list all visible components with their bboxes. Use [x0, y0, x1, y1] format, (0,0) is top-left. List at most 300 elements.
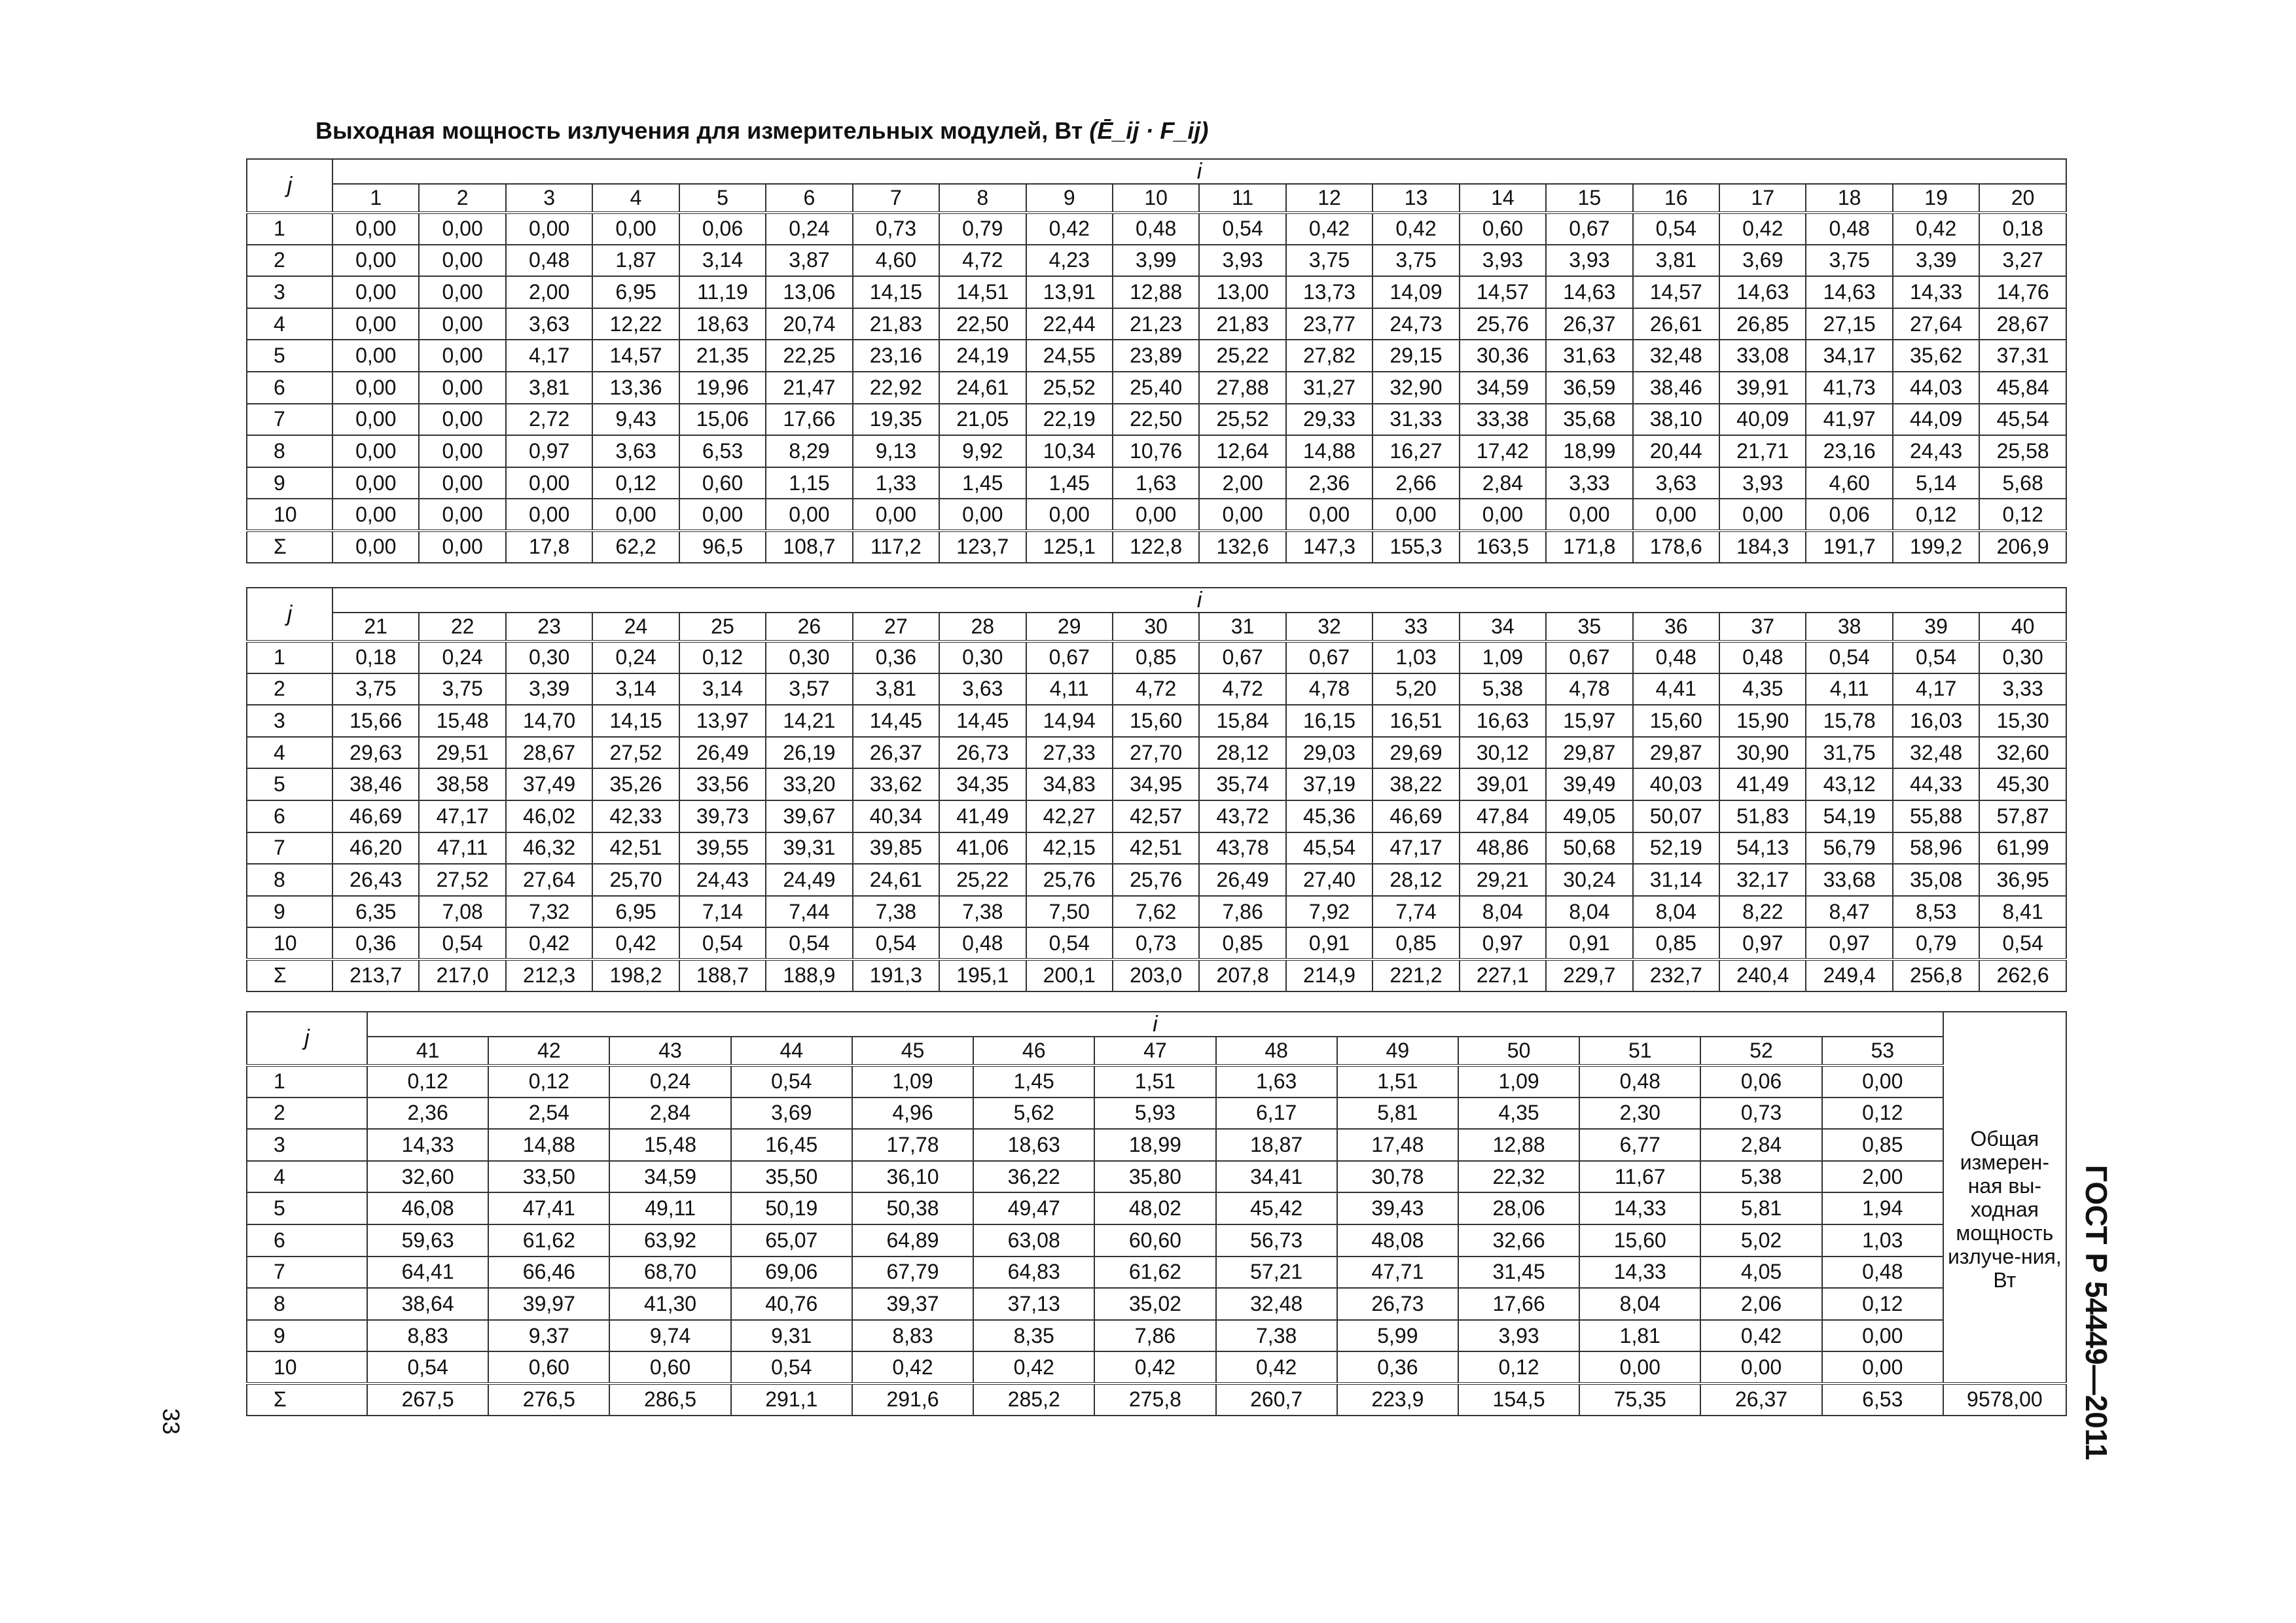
column-number: 40 — [1979, 613, 2066, 641]
data-cell: 39,67 — [766, 800, 852, 832]
data-cell: 40,09 — [1719, 404, 1806, 436]
data-cell: 26,73 — [939, 737, 1026, 769]
table-row — [247, 213, 2066, 245]
data-cell: 32,48 — [1893, 737, 1979, 769]
data-cell: 38,10 — [1633, 404, 1719, 436]
data-cell: 0,42 — [1719, 213, 1806, 245]
data-cell: 8,04 — [1546, 896, 1632, 928]
sum-cell: 0,00 — [332, 531, 419, 563]
data-cell: 41,49 — [939, 800, 1026, 832]
column-number: 19 — [1893, 184, 1979, 213]
data-cell: 11,67 — [1579, 1161, 1700, 1193]
table-row — [247, 467, 2066, 499]
data-cell: 45,54 — [1286, 832, 1372, 865]
data-cell: 47,71 — [1337, 1257, 1458, 1289]
data-cell: 29,15 — [1372, 340, 1459, 372]
table-row — [247, 927, 2066, 959]
data-cell: 63,92 — [609, 1224, 730, 1257]
data-cell: 1,87 — [592, 245, 679, 277]
sum-cell: 147,3 — [1286, 531, 1372, 563]
sum-cell: 96,5 — [679, 531, 766, 563]
row-j-label: 1 — [247, 1065, 367, 1097]
data-cell: 23,89 — [1113, 340, 1199, 372]
data-cell: 23,16 — [1806, 435, 1892, 467]
data-cell: 45,36 — [1286, 800, 1372, 832]
data-cell: 0,79 — [1893, 927, 1979, 959]
data-cell: 34,35 — [939, 768, 1026, 800]
data-cell: 0,24 — [592, 641, 679, 673]
data-cell: 56,79 — [1806, 832, 1892, 865]
sum-cell: 203,0 — [1113, 959, 1199, 991]
sum-cell: 163,5 — [1460, 531, 1546, 563]
data-cell: 0,00 — [332, 467, 419, 499]
data-cell: 64,41 — [367, 1257, 488, 1289]
data-cell: 0,00 — [419, 308, 505, 340]
data-cell: 46,02 — [506, 800, 592, 832]
data-cell: 19,96 — [679, 372, 766, 404]
data-cell: 12,22 — [592, 308, 679, 340]
data-cell: 34,59 — [609, 1161, 730, 1193]
data-cell: 47,41 — [488, 1192, 609, 1224]
data-cell: 32,48 — [1633, 340, 1719, 372]
data-cell: 0,18 — [1979, 213, 2066, 245]
column-number: 37 — [1719, 613, 1806, 641]
data-cell: 17,48 — [1337, 1129, 1458, 1161]
data-cell: 4,78 — [1546, 673, 1632, 705]
data-cell: 35,08 — [1893, 864, 1979, 896]
sum-cell: 267,5 — [367, 1383, 488, 1416]
data-cell: 0,54 — [1026, 927, 1113, 959]
data-cell: 46,69 — [1372, 800, 1459, 832]
data-cell: 31,75 — [1806, 737, 1892, 769]
data-cell: 27,70 — [1113, 737, 1199, 769]
data-cell: 21,71 — [1719, 435, 1806, 467]
column-number: 9 — [1026, 184, 1113, 213]
table-row — [247, 1161, 2066, 1193]
data-cell: 0,42 — [852, 1351, 973, 1383]
data-cell: 0,30 — [506, 641, 592, 673]
table-title — [315, 114, 1208, 148]
data-cell: 42,51 — [1113, 832, 1199, 865]
data-cell: 44,09 — [1893, 404, 1979, 436]
data-cell: 3,75 — [332, 673, 419, 705]
data-cell: 1,63 — [1216, 1065, 1337, 1097]
data-cell: 38,22 — [1372, 768, 1459, 800]
data-cell: 35,74 — [1199, 768, 1285, 800]
data-cell: 0,12 — [679, 641, 766, 673]
data-cell: 0,67 — [1026, 641, 1113, 673]
data-cell: 5,02 — [1700, 1224, 1821, 1257]
data-cell: 36,59 — [1546, 372, 1632, 404]
data-cell: 11,19 — [679, 276, 766, 308]
sum-cell: 178,6 — [1633, 531, 1719, 563]
row-j-label: 3 — [247, 276, 332, 308]
data-cell: 13,36 — [592, 372, 679, 404]
data-cell: 39,01 — [1460, 768, 1546, 800]
table-row — [247, 737, 2066, 769]
sum-cell: 276,5 — [488, 1383, 609, 1416]
data-cell: 0,12 — [1822, 1288, 1943, 1320]
data-cell: 32,60 — [367, 1161, 488, 1193]
data-cell: 0,00 — [332, 245, 419, 277]
sum-cell: 291,1 — [731, 1383, 852, 1416]
data-cell: 1,09 — [852, 1065, 973, 1097]
data-cell: 27,40 — [1286, 864, 1372, 896]
column-number: 8 — [939, 184, 1026, 213]
data-cell: 31,33 — [1372, 404, 1459, 436]
data-cell: 17,66 — [766, 404, 852, 436]
data-cell: 24,55 — [1026, 340, 1113, 372]
sum-cell: 122,8 — [1113, 531, 1199, 563]
power-table-2 — [246, 587, 2067, 992]
data-cell: 37,19 — [1286, 768, 1372, 800]
data-cell: 33,68 — [1806, 864, 1892, 896]
sum-row — [247, 1383, 2066, 1416]
sum-cell: 6,53 — [1822, 1383, 1943, 1416]
row-j-label: 5 — [247, 340, 332, 372]
data-cell: 2,36 — [1286, 467, 1372, 499]
data-cell: 6,35 — [332, 896, 419, 928]
data-cell: 6,95 — [592, 896, 679, 928]
table-row — [247, 1320, 2066, 1352]
data-cell: 25,58 — [1979, 435, 2066, 467]
data-cell: 69,06 — [731, 1257, 852, 1289]
data-cell: 0,54 — [1633, 213, 1719, 245]
data-cell: 0,54 — [367, 1351, 488, 1383]
data-cell: 30,24 — [1546, 864, 1632, 896]
row-j-label: 3 — [247, 1129, 367, 1161]
data-cell: 27,88 — [1199, 372, 1285, 404]
data-cell: 34,95 — [1113, 768, 1199, 800]
data-cell: 7,74 — [1372, 896, 1459, 928]
data-cell: 2,84 — [609, 1097, 730, 1130]
table-row — [247, 340, 2066, 372]
sum-cell: 275,8 — [1094, 1383, 1215, 1416]
header-row-columns — [247, 1037, 2066, 1065]
column-number: 44 — [731, 1037, 852, 1065]
sum-cell: 198,2 — [592, 959, 679, 991]
data-cell: 0,42 — [506, 927, 592, 959]
data-cell: 30,36 — [1460, 340, 1546, 372]
data-cell: 26,85 — [1719, 308, 1806, 340]
sum-cell: 286,5 — [609, 1383, 730, 1416]
row-j-label: 4 — [247, 308, 332, 340]
column-number: 45 — [852, 1037, 973, 1065]
column-number: 49 — [1337, 1037, 1458, 1065]
data-cell: 14,33 — [367, 1129, 488, 1161]
data-cell: 46,32 — [506, 832, 592, 865]
data-cell: 0,42 — [1216, 1351, 1337, 1383]
data-cell: 8,47 — [1806, 896, 1892, 928]
column-number: 16 — [1633, 184, 1719, 213]
data-cell: 27,33 — [1026, 737, 1113, 769]
data-cell: 5,81 — [1337, 1097, 1458, 1130]
data-cell: 4,72 — [939, 245, 1026, 277]
data-cell: 38,46 — [1633, 372, 1719, 404]
data-cell: 18,99 — [1094, 1129, 1215, 1161]
data-cell: 4,35 — [1719, 673, 1806, 705]
data-cell: 25,70 — [592, 864, 679, 896]
data-cell: 4,60 — [853, 245, 939, 277]
sum-cell: 214,9 — [1286, 959, 1372, 991]
data-cell: 1,09 — [1458, 1065, 1579, 1097]
data-cell: 2,00 — [506, 276, 592, 308]
data-cell: 40,76 — [731, 1288, 852, 1320]
data-cell: 0,30 — [939, 641, 1026, 673]
data-cell: 9,13 — [853, 435, 939, 467]
data-cell: 3,14 — [592, 673, 679, 705]
data-cell: 20,74 — [766, 308, 852, 340]
table-row — [247, 1224, 2066, 1257]
data-cell: 46,08 — [367, 1192, 488, 1224]
title-formula: (Ē_ij · F_ij) — [1089, 117, 1209, 144]
table-row — [247, 1097, 2066, 1130]
data-cell: 7,86 — [1094, 1320, 1215, 1352]
data-cell: 33,50 — [488, 1161, 609, 1193]
column-number: 11 — [1199, 184, 1285, 213]
data-cell: 37,49 — [506, 768, 592, 800]
data-cell: 3,33 — [1546, 467, 1632, 499]
data-cell: 0,67 — [1546, 641, 1632, 673]
row-j-label: 4 — [247, 1161, 367, 1193]
data-cell: 39,91 — [1719, 372, 1806, 404]
data-cell: 46,69 — [332, 800, 419, 832]
data-cell: 4,78 — [1286, 673, 1372, 705]
data-cell: 17,66 — [1458, 1288, 1579, 1320]
data-cell: 14,33 — [1579, 1257, 1700, 1289]
data-cell: 7,08 — [419, 896, 505, 928]
data-cell: 0,00 — [332, 276, 419, 308]
data-cell: 0,54 — [853, 927, 939, 959]
sum-cell: 123,7 — [939, 531, 1026, 563]
data-cell: 43,78 — [1199, 832, 1285, 865]
data-cell: 0,06 — [679, 213, 766, 245]
data-cell: 31,14 — [1633, 864, 1719, 896]
header-row-i — [247, 1012, 2066, 1037]
data-cell: 57,87 — [1979, 800, 2066, 832]
table-row — [247, 1288, 2066, 1320]
data-cell: 2,66 — [1372, 467, 1459, 499]
data-cell: 0,42 — [1094, 1351, 1215, 1383]
data-cell: 41,06 — [939, 832, 1026, 865]
data-cell: 0,85 — [1372, 927, 1459, 959]
sum-cell: 184,3 — [1719, 531, 1806, 563]
sum-cell: 155,3 — [1372, 531, 1459, 563]
data-cell: 50,07 — [1633, 800, 1719, 832]
data-cell: 9,31 — [731, 1320, 852, 1352]
data-cell: 31,45 — [1458, 1257, 1579, 1289]
data-cell: 3,69 — [1719, 245, 1806, 277]
data-cell: 8,41 — [1979, 896, 2066, 928]
data-cell: 22,92 — [853, 372, 939, 404]
data-cell: 4,17 — [506, 340, 592, 372]
data-cell: 3,81 — [1633, 245, 1719, 277]
data-cell: 54,13 — [1719, 832, 1806, 865]
row-j-label: 6 — [247, 800, 332, 832]
data-cell: 13,97 — [679, 705, 766, 737]
data-cell: 0,73 — [853, 213, 939, 245]
data-cell: 27,52 — [592, 737, 679, 769]
data-cell: 14,33 — [1579, 1192, 1700, 1224]
table-row — [247, 673, 2066, 705]
data-cell: 2,36 — [367, 1097, 488, 1130]
data-cell: 15,06 — [679, 404, 766, 436]
data-cell: 25,22 — [1199, 340, 1285, 372]
data-cell: 0,00 — [419, 467, 505, 499]
sum-cell: 291,6 — [852, 1383, 973, 1416]
sum-label: Σ — [247, 959, 332, 991]
sum-cell: 213,7 — [332, 959, 419, 991]
data-cell: 3,63 — [506, 308, 592, 340]
data-cell: 27,64 — [1893, 308, 1979, 340]
data-cell: 15,60 — [1579, 1224, 1700, 1257]
data-cell: 0,73 — [1700, 1097, 1821, 1130]
data-cell: 44,33 — [1893, 768, 1979, 800]
data-cell: 0,30 — [766, 641, 852, 673]
document-code: ГОСТ Р 54449—2011 — [2079, 1165, 2113, 1461]
row-j-label: 5 — [247, 1192, 367, 1224]
data-cell: 0,18 — [332, 641, 419, 673]
data-cell: 0,48 — [1822, 1257, 1943, 1289]
data-cell: 0,00 — [1286, 499, 1372, 531]
data-cell: 25,22 — [939, 864, 1026, 896]
data-cell: 5,38 — [1700, 1161, 1821, 1193]
data-cell: 0,42 — [1893, 213, 1979, 245]
data-cell: 49,47 — [973, 1192, 1094, 1224]
data-cell: 0,85 — [1113, 641, 1199, 673]
data-cell: 16,63 — [1460, 705, 1546, 737]
data-cell: 14,09 — [1372, 276, 1459, 308]
data-cell: 0,36 — [853, 641, 939, 673]
data-cell: 0,00 — [506, 499, 592, 531]
data-cell: 15,97 — [1546, 705, 1632, 737]
data-cell: 14,15 — [853, 276, 939, 308]
data-cell: 3,57 — [766, 673, 852, 705]
data-cell: 15,90 — [1719, 705, 1806, 737]
data-cell: 0,30 — [1979, 641, 2066, 673]
column-number: 53 — [1822, 1037, 1943, 1065]
data-cell: 28,12 — [1199, 737, 1285, 769]
table-row — [247, 404, 2066, 436]
data-cell: 0,60 — [679, 467, 766, 499]
data-cell: 0,54 — [419, 927, 505, 959]
data-cell: 54,19 — [1806, 800, 1892, 832]
data-cell: 5,14 — [1893, 467, 1979, 499]
data-cell: 38,46 — [332, 768, 419, 800]
data-cell: 22,50 — [1113, 404, 1199, 436]
data-cell: 0,42 — [1026, 213, 1113, 245]
data-cell: 0,12 — [367, 1065, 488, 1097]
table-row — [247, 1065, 2066, 1097]
data-cell: 10,34 — [1026, 435, 1113, 467]
data-cell: 23,16 — [853, 340, 939, 372]
data-cell: 20,44 — [1633, 435, 1719, 467]
data-cell: 3,69 — [731, 1097, 852, 1130]
header-row-i — [247, 159, 2066, 184]
data-cell: 38,58 — [419, 768, 505, 800]
data-cell: 0,97 — [506, 435, 592, 467]
sum-cell: 199,2 — [1893, 531, 1979, 563]
data-cell: 3,81 — [853, 673, 939, 705]
data-cell: 0,54 — [1893, 641, 1979, 673]
sum-cell: 188,7 — [679, 959, 766, 991]
column-number: 24 — [592, 613, 679, 641]
data-cell: 15,30 — [1979, 705, 2066, 737]
data-cell: 0,54 — [766, 927, 852, 959]
data-cell: 0,00 — [1822, 1065, 1943, 1097]
sum-cell: 191,3 — [853, 959, 939, 991]
column-number: 51 — [1579, 1037, 1700, 1065]
data-cell: 4,35 — [1458, 1097, 1579, 1130]
table-row — [247, 276, 2066, 308]
data-cell: 14,51 — [939, 276, 1026, 308]
data-cell: 37,31 — [1979, 340, 2066, 372]
data-cell: 0,00 — [592, 499, 679, 531]
data-cell: 34,59 — [1460, 372, 1546, 404]
data-cell: 3,63 — [1633, 467, 1719, 499]
data-cell: 0,36 — [332, 927, 419, 959]
data-cell: 50,38 — [852, 1192, 973, 1224]
column-number: 5 — [679, 184, 766, 213]
data-cell: 0,24 — [766, 213, 852, 245]
row-j-label: 10 — [247, 499, 332, 531]
data-cell: 7,38 — [853, 896, 939, 928]
data-cell: 0,54 — [679, 927, 766, 959]
data-cell: 8,83 — [367, 1320, 488, 1352]
data-cell: 30,90 — [1719, 737, 1806, 769]
data-cell: 0,48 — [506, 245, 592, 277]
data-cell: 0,48 — [1719, 641, 1806, 673]
data-cell: 42,15 — [1026, 832, 1113, 865]
data-cell: 8,04 — [1579, 1288, 1700, 1320]
data-cell: 0,00 — [419, 372, 505, 404]
data-cell: 18,99 — [1546, 435, 1632, 467]
sum-cell: 200,1 — [1026, 959, 1113, 991]
data-cell: 14,15 — [592, 705, 679, 737]
data-cell: 64,89 — [852, 1224, 973, 1257]
data-cell: 18,63 — [973, 1129, 1094, 1161]
data-cell: 59,63 — [367, 1224, 488, 1257]
data-cell: 60,60 — [1094, 1224, 1215, 1257]
sum-cell: 0,00 — [419, 531, 505, 563]
data-cell: 33,56 — [679, 768, 766, 800]
data-cell: 7,38 — [1216, 1320, 1337, 1352]
data-cell: 42,27 — [1026, 800, 1113, 832]
row-j-label: 4 — [247, 737, 332, 769]
data-cell: 2,54 — [488, 1097, 609, 1130]
data-cell: 35,02 — [1094, 1288, 1215, 1320]
data-cell: 15,66 — [332, 705, 419, 737]
data-cell: 9,92 — [939, 435, 1026, 467]
data-cell: 39,85 — [853, 832, 939, 865]
data-cell: 0,54 — [1199, 213, 1285, 245]
data-cell: 28,12 — [1372, 864, 1459, 896]
sum-cell: 229,7 — [1546, 959, 1632, 991]
data-cell: 0,00 — [1633, 499, 1719, 531]
table-row — [247, 768, 2066, 800]
sum-row — [247, 959, 2066, 991]
data-cell: 9,43 — [592, 404, 679, 436]
column-number: 50 — [1458, 1037, 1579, 1065]
data-cell: 39,49 — [1546, 768, 1632, 800]
data-cell: 0,00 — [1372, 499, 1459, 531]
data-cell: 29,87 — [1633, 737, 1719, 769]
data-cell: 4,17 — [1893, 673, 1979, 705]
data-cell: 30,78 — [1337, 1161, 1458, 1193]
data-cell: 33,62 — [853, 768, 939, 800]
data-cell: 4,11 — [1806, 673, 1892, 705]
data-cell: 29,63 — [332, 737, 419, 769]
